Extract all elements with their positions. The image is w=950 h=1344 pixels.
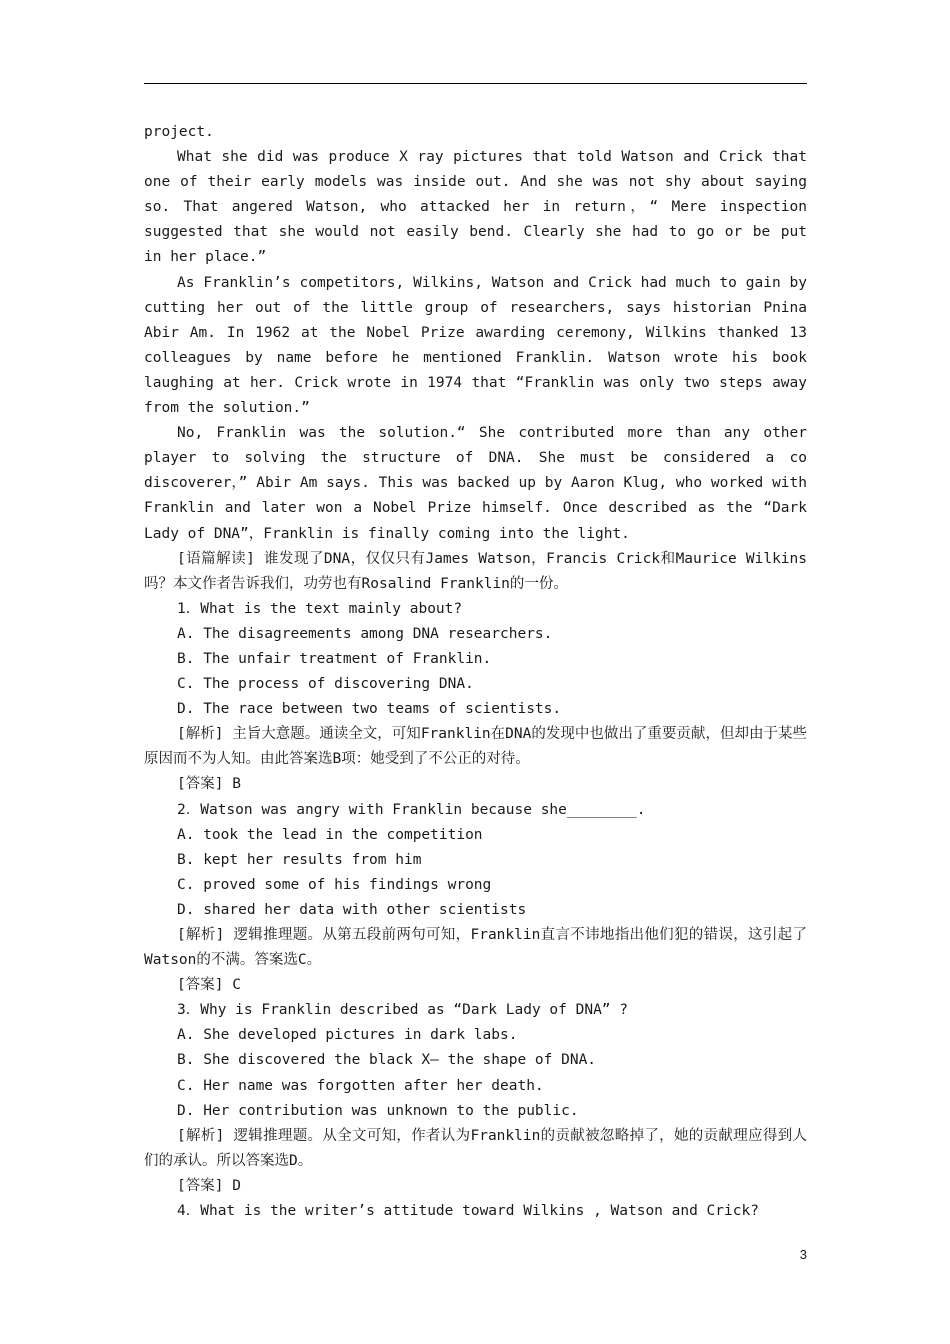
page-number: 3 — [799, 1247, 807, 1262]
option: A. The disagreements among DNA researchers. — [177, 625, 553, 642]
body-text — [144, 120, 807, 1224]
paragraph: project. — [144, 124, 214, 140]
option: A. took the lead in the competition — [177, 826, 483, 843]
question-stem: 2．Watson was angry with Franklin because she________. — [177, 801, 646, 818]
option: D. Her contribution was unknown to the public. — [177, 1102, 579, 1119]
question-stem: 4．What is the writer’s attitude toward Wilkins , Watson and Crick? — [177, 1203, 759, 1220]
header-rule — [144, 83, 807, 84]
analysis: [解析] 主旨大意题。通读全文，可知Franklin在DNA的发现中也做出了重要贡献，但却由于某些原因而不为人知。由此答案选B项：她受到了不公正的对待。 — [144, 726, 807, 768]
option: B. The unfair treatment of Franklin. — [177, 650, 492, 667]
answer: [答案] D — [177, 1177, 241, 1194]
paragraph: No, Franklin was the solution.“ She contributed more than any other player to solving the structure of DNA. She must be considered a co discoverer，” Abir Am says. This was backed up by Aaron Klug, who worked with Franklin and later won a Nobel Prize himself. Once described as the “Dark Lady of DNA”，Franklin is finally coming into the light. — [144, 425, 807, 542]
reading-note: [语篇解读] 谁发现了DNA，仅仅只有James Watson，Francis Crick和Maurice Wilkins吗？本文作者告诉我们，功劳也有Rosalind Franklin的一份。 — [144, 550, 807, 592]
option: C. The process of discovering DNA. — [177, 676, 474, 693]
option: D. shared her data with other scientists — [177, 901, 527, 918]
analysis: [解析] 逻辑推理题。从全文可知，作者认为Franklin的贡献被忽略掉了，她的贡献理应得到人们的承认。所以答案选D。 — [144, 1127, 807, 1169]
option: C. proved some of his findings wrong — [177, 876, 492, 893]
option: C. Her name was forgotten after her death. — [177, 1077, 544, 1094]
paragraph: As Franklin’s competitors, Wilkins, Watson and Crick had much to gain by cutting her out of the little group of researchers, says historian Pnina Abir Am. In 1962 at the Nobel Prize awarding ceremony, Wilkins thanked 13 colleagues by name before he mentioned Franklin. Watson wrote his book laughing at her. Crick wrote in 1974 that “Franklin was only two steps away from the solution.” — [144, 274, 807, 417]
answer: [答案] C — [177, 977, 241, 994]
answer: [答案] B — [177, 776, 241, 793]
option: A. She developed pictures in dark labs. — [177, 1027, 518, 1044]
analysis: [解析] 逻辑推理题。从第五段前两句可知，Franklin直言不讳地指出他们犯的错误，这引起了Watson的不满。答案选C。 — [144, 927, 807, 969]
question-stem: 1．What is the text mainly about? — [177, 600, 463, 617]
question-stem: 3．Why is Franklin described as “Dark Lady of DNA” ? — [177, 1002, 628, 1019]
paragraph: What she did was produce X ray pictures that told Watson and Crick that one of their early models was inside out. And she was not shy about saying so. That angered Watson, who attacked her in return，“ Mere inspection suggested that she would not easily bend. Clearly she had to go or be put in her place.” — [144, 149, 807, 266]
option: B. She discovered the black X— the shape of DNA. — [177, 1052, 597, 1069]
option: B. kept her results from him — [177, 851, 422, 868]
option: D. The race between two teams of scientists. — [177, 701, 562, 718]
